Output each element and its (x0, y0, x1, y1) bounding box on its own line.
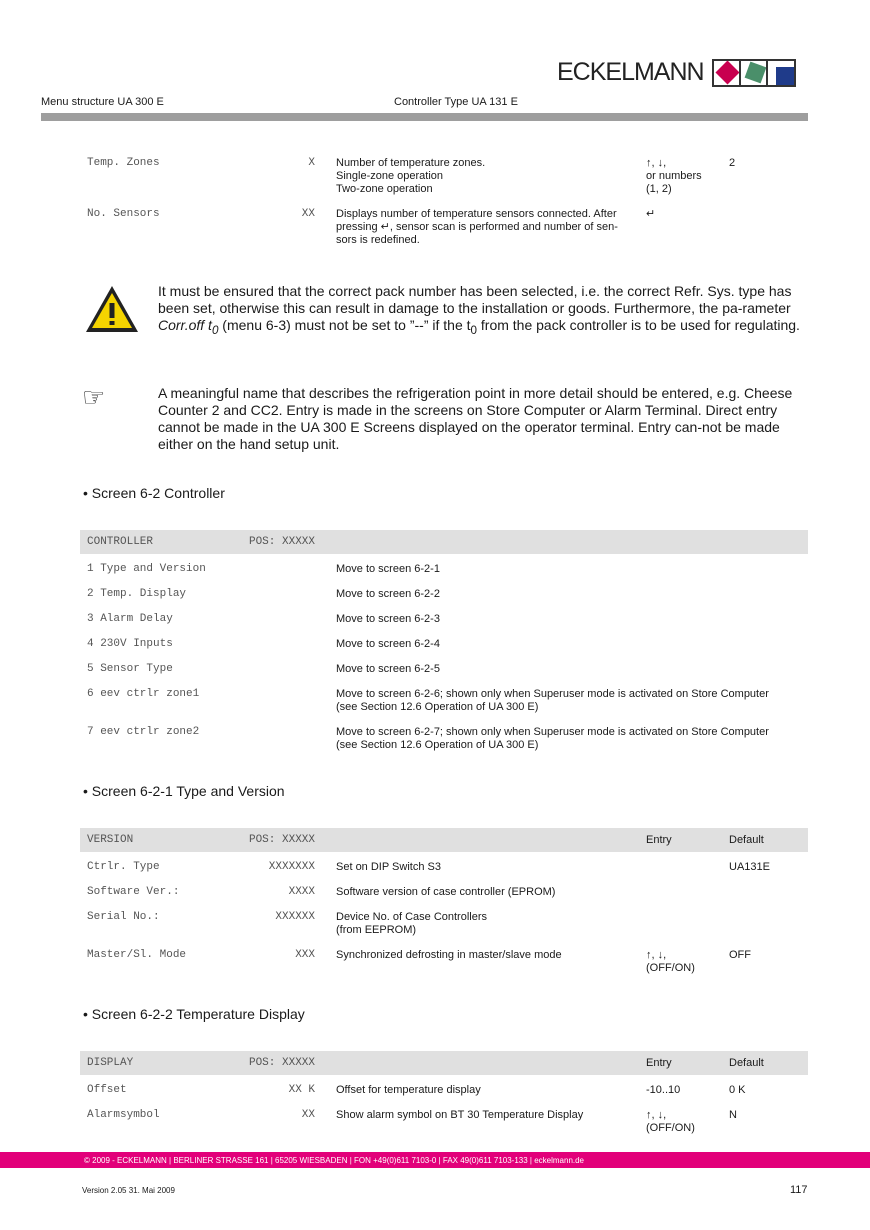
row-label: 2 Temp. Display (87, 588, 187, 600)
row-label: 4 230V Inputs (87, 638, 173, 650)
table-row (80, 563, 808, 588)
row-description: Move to screen 6-2-5 (336, 663, 440, 675)
table-row (80, 726, 808, 764)
table-row (80, 911, 808, 949)
table-row (80, 663, 808, 688)
row-description: Move to screen 6-2-1 (336, 563, 440, 575)
row-description: Set on DIP Switch S3 (336, 861, 441, 873)
row-description: Move to screen 6-2-3 (336, 613, 440, 625)
eckelmann-logo (557, 58, 796, 87)
row-description: Synchronized defrosting in master/slave mode (336, 949, 562, 961)
section-title: Screen 6-2-1 Type and Version (91, 783, 285, 799)
row-description: Software version of case controller (EPROM) (336, 886, 556, 898)
row-entry: -10..10 (646, 1084, 681, 1096)
section-title: Screen 6-2-2 Temperature Display (91, 1006, 305, 1022)
header-left: Menu structure UA 300 E (41, 96, 164, 108)
header-pos: POS: XXXXX (248, 1057, 315, 1069)
header-default: Default (729, 834, 764, 846)
row-description: Device No. of Case Controllers (from EEPROM) (336, 911, 488, 936)
param-desc: Number of temperature zones. Single-zone operation Two-zone operation (336, 157, 486, 195)
table-row (80, 613, 808, 638)
row-description: Move to screen 6-2-4 (336, 638, 440, 650)
header-pos: POS: XXXXX (248, 536, 315, 548)
row-label: 6 eev ctrlr zone1 (87, 688, 200, 700)
row-default: 0 K (729, 1084, 746, 1096)
row-label: 3 Alarm Delay (87, 613, 173, 625)
warning-triangle-icon (84, 284, 140, 334)
section-heading: • Screen 6-2-2 Temperature Display (83, 1006, 305, 1022)
section-heading: • Screen 6-2-1 Type and Version (83, 783, 285, 799)
header-entry: Entry (646, 1057, 672, 1069)
header-pos: POS: XXXXX (248, 834, 315, 846)
row-label: Alarmsymbol (87, 1109, 160, 1121)
screen-table (80, 1051, 808, 1147)
screen-table (80, 828, 808, 987)
table-row (80, 861, 808, 886)
header-label: DISPLAY (87, 1057, 134, 1069)
param-row (87, 208, 808, 258)
param-label: No. Sensors (87, 208, 160, 220)
table-row (80, 638, 808, 663)
row-label: 5 Sensor Type (87, 663, 173, 675)
row-label: 7 eev ctrlr zone2 (87, 726, 200, 738)
row-label: Serial No.: (87, 911, 160, 923)
table-row (80, 1109, 808, 1147)
param-row (87, 157, 808, 207)
header-label: VERSION (87, 834, 134, 846)
row-value: XXX (295, 949, 315, 961)
param-value: XX (301, 208, 315, 220)
row-label: Master/Sl. Mode (87, 949, 187, 961)
row-value: XXXXXX (275, 911, 315, 923)
pointing-hand-icon: ☞ (82, 382, 106, 412)
logo-text: ECKELMANN (557, 58, 704, 86)
row-description: Offset for temperature display (336, 1084, 481, 1096)
row-label: 1 Type and Version (87, 563, 206, 575)
row-description: Move to screen 6-2-2 (336, 588, 440, 600)
row-description: Show alarm symbol on BT 30 Temperature Display (336, 1109, 584, 1121)
row-entry: ↑, ↓, (OFF/ON) (646, 1109, 695, 1134)
header-entry: Entry (646, 834, 672, 846)
header-label: CONTROLLER (87, 536, 154, 548)
page-number: 117 (790, 1184, 808, 1196)
table-row (80, 949, 808, 987)
row-label: Software Ver.: (87, 886, 180, 898)
table-header (80, 530, 808, 554)
table-row (80, 886, 808, 911)
row-value: XX (301, 1109, 315, 1121)
row-default: UA131E (729, 861, 770, 873)
section-heading: • Screen 6-2 Controller (83, 485, 225, 501)
footer-address: © 2009 - ECKELMANN | BERLINER STRASSE 161 | 65205 WIESBADEN | FON +49(0)611 7103-0 | FAX 49(0)611 7103-133 | eckelmann.de (0, 1152, 870, 1168)
row-label: Offset (87, 1084, 127, 1096)
table-row (80, 1084, 808, 1109)
param-value: X (308, 157, 315, 169)
table-row (80, 588, 808, 613)
header-default: Default (729, 1057, 764, 1069)
table-header (80, 1051, 808, 1075)
table-row (80, 688, 808, 726)
header-center: Controller Type UA 131 E (394, 96, 518, 108)
param-label: Temp. Zones (87, 157, 160, 169)
version-info: Version 2.05 31. Mai 2009 (82, 1186, 175, 1195)
header-divider (41, 113, 808, 121)
warning-text: It must be ensured that the correct pack number has been selected, i.e. the correct Refr. Sys. type has been set, otherwise this can result in damage to the installation or goods. Furthermore, the pa-rameter Corr.off $t_0$ (menu 6-3) must not be set to ”--” if the $t_0$ from the pack controller is to be used for regulating. (158, 283, 800, 337)
row-description: Move to screen 6-2-7; shown only when Superuser mode is activated on Store Computer (see Section 12.6 Operation of UA 300 E) (336, 726, 769, 751)
param-default: 2 (729, 157, 736, 169)
row-value: XXXXXXX (268, 861, 315, 873)
section-title: Screen 6-2 Controller (91, 485, 225, 501)
screen-table (80, 530, 808, 764)
row-default: OFF (729, 949, 751, 961)
note-text: A meaningful name that describes the refrigeration point in more detail should be entered, e.g. Cheese Counter 2 and CC2. Entry is made in the screens on Store Computer or Alarm Terminal. Direct entry cannot be made in the UA 300 E Screens displayed on the operator terminal. Entry can-not be made either on the hand setup unit. (158, 385, 793, 452)
param-entry: ↵ (646, 208, 656, 220)
param-entry: ↑, ↓, or numbers (1, 2) (646, 157, 702, 195)
row-value: XX K (288, 1084, 315, 1096)
row-entry: ↑, ↓, (OFF/ON) (646, 949, 695, 974)
row-description: Move to screen 6-2-6; shown only when Superuser mode is activated on Store Computer (see Section 12.6 Operation of UA 300 E) (336, 688, 769, 713)
table-header (80, 828, 808, 852)
row-value: XXXX (288, 886, 315, 898)
param-desc: Displays number of temperature sensors connected. After pressing ↵, sensor scan is performed and number of sen-sors is redefined. (336, 208, 618, 246)
row-label: Ctrlr. Type (87, 861, 160, 873)
row-default: N (729, 1109, 737, 1121)
